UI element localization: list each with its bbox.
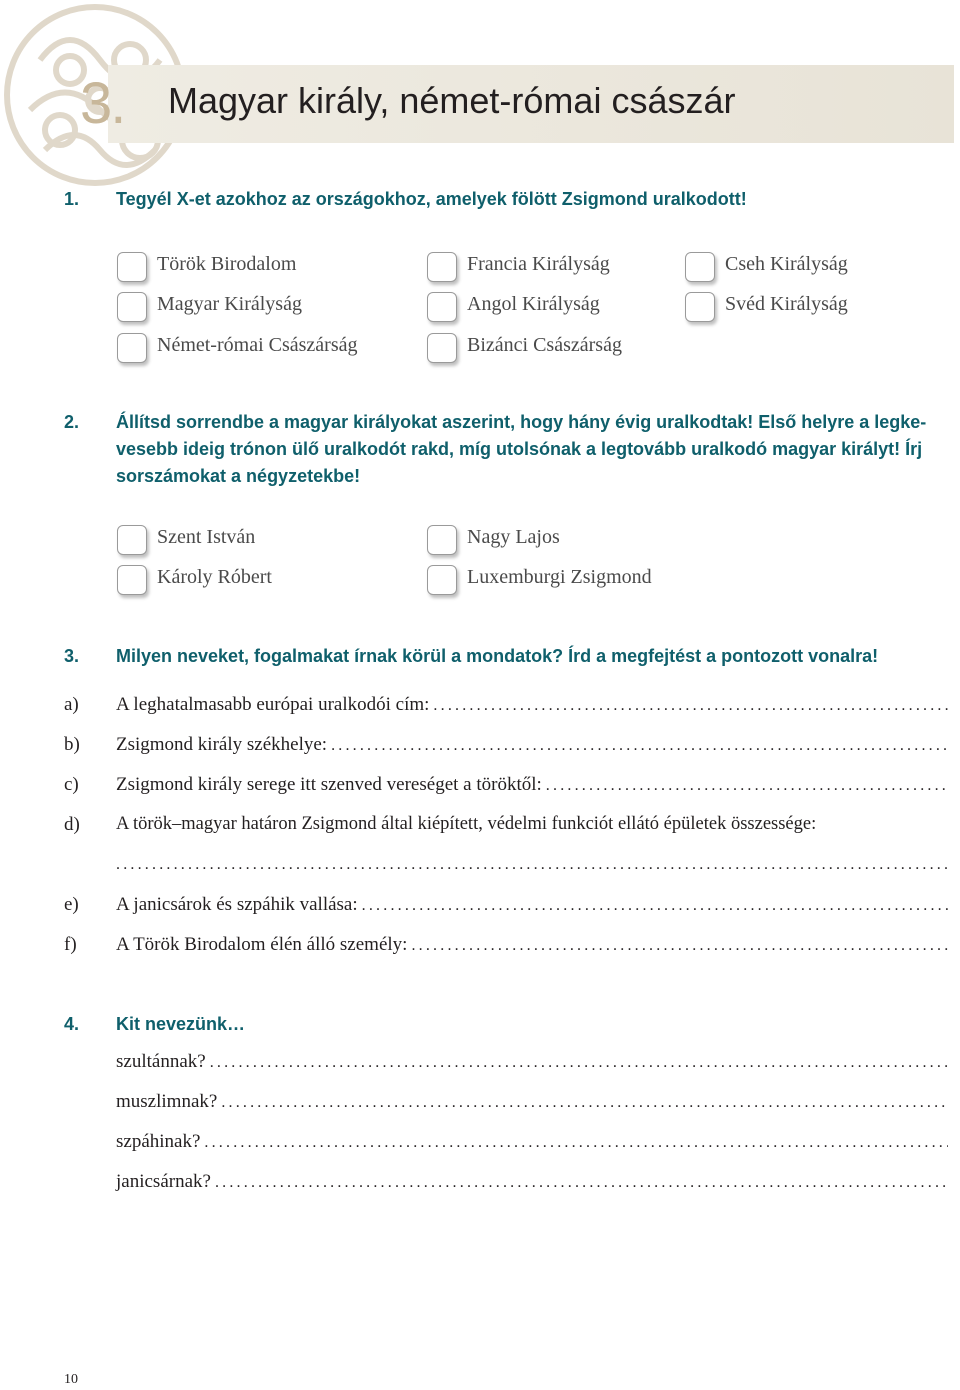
page-number: 10 [64,1372,78,1387]
checkbox[interactable] [427,292,457,322]
question-c [64,774,948,804]
order-box[interactable] [427,525,457,555]
task-number: 2. [64,412,80,432]
task-instruction-line: vesebb ideig trónon ülő uralkodót rakd, míg utolsónak a legtovább uralkodó magyar királyt! Írj [116,439,923,459]
answer-line[interactable] [221,1094,948,1112]
task-instruction: Milyen neveket, fogalmakat írnak körül a mondatok? Írd a megfejtést a pontozott vonalra! [116,646,879,666]
task-number: 4. [64,1014,80,1034]
option-label: Magyar Királyság [157,293,302,315]
task-instruction: Tegyél X-et azokhoz az országokhoz, amelyek fölött Zsigmond uralkodott! [116,189,747,209]
checkbox[interactable] [427,333,457,363]
option-label: Német-római Császárság [157,334,358,356]
question-e [64,894,948,924]
question-letter: b) [64,734,80,755]
order-box[interactable] [117,565,147,595]
answer-line[interactable] [204,1134,948,1152]
question-text: Zsigmond király székhelye: [116,734,328,755]
term-label: szultánnak? [116,1051,206,1072]
order-box[interactable] [427,565,457,595]
answer-line[interactable] [433,697,948,715]
answer-line[interactable] [331,737,948,755]
question-letter: e) [64,894,79,915]
question-a [64,694,948,724]
checkbox[interactable] [117,252,147,282]
term-label: janicsárnak? [116,1171,211,1192]
question-text: A Török Birodalom élén álló személy: [116,934,408,955]
checkbox[interactable] [685,252,715,282]
task-instruction-line: sorszámokat a négyzetekbe! [116,466,361,486]
answer-line[interactable] [546,777,948,795]
answer-line[interactable] [210,1054,948,1072]
chapter-number: 3. [80,71,125,136]
option-label: Bizánci Császárság [467,334,622,356]
question-text: A janicsárok és szpáhik vallása: [116,894,358,915]
answer-line[interactable] [411,937,948,955]
definition-szultan [116,1051,948,1081]
answer-line[interactable] [362,897,948,915]
option-label: Francia Királyság [467,253,610,275]
option-label: Cseh Királyság [725,253,848,275]
term-label: szpáhinak? [116,1131,201,1152]
question-f [64,934,948,964]
checkbox[interactable] [427,252,457,282]
option-label: Nagy Lajos [467,526,560,548]
definition-muszlim [116,1091,948,1121]
option-label: Svéd Királyság [725,293,848,315]
question-letter: f) [64,934,77,955]
term-label: muszlimnak? [116,1091,218,1112]
option-label: Török Birodalom [157,253,297,275]
question-d [64,814,948,844]
task-number: 3. [64,646,80,666]
order-box[interactable] [117,525,147,555]
question-text: Zsigmond király serege itt szenved vereséget a töröktől: [116,774,542,795]
option-label: Károly Róbert [157,566,272,588]
checkbox[interactable] [685,292,715,322]
definition-szpahi [116,1131,948,1161]
option-label: Angol Királyság [467,293,600,315]
task-number: 1. [64,189,80,209]
question-letter: c) [64,774,79,795]
chapter-title: Magyar király, német-római császár [168,80,736,121]
answer-line[interactable] [215,1174,948,1192]
task-instruction-line: Állítsd sorrendbe a magyar királyokat aszerint, hogy hány évig uralkodtak! Első helyre a legke- [116,412,927,432]
question-letter: d) [64,814,80,835]
option-label: Szent István [157,526,256,548]
question-letter: a) [64,694,79,715]
definition-janicsar [116,1171,948,1201]
checkbox[interactable] [117,292,147,322]
option-label: Luxemburgi Zsigmond [467,566,652,588]
answer-line-d[interactable] [116,856,948,880]
task-instruction: Kit nevezünk… [116,1014,246,1034]
question-text: A török–magyar határon Zsigmond által kiépített, védelmi funkciót ellátó épületek összessége: [116,814,817,834]
checkbox[interactable] [117,333,147,363]
question-text: A leghatalmasabb európai uralkodói cím: [116,694,430,715]
question-b [64,734,948,764]
